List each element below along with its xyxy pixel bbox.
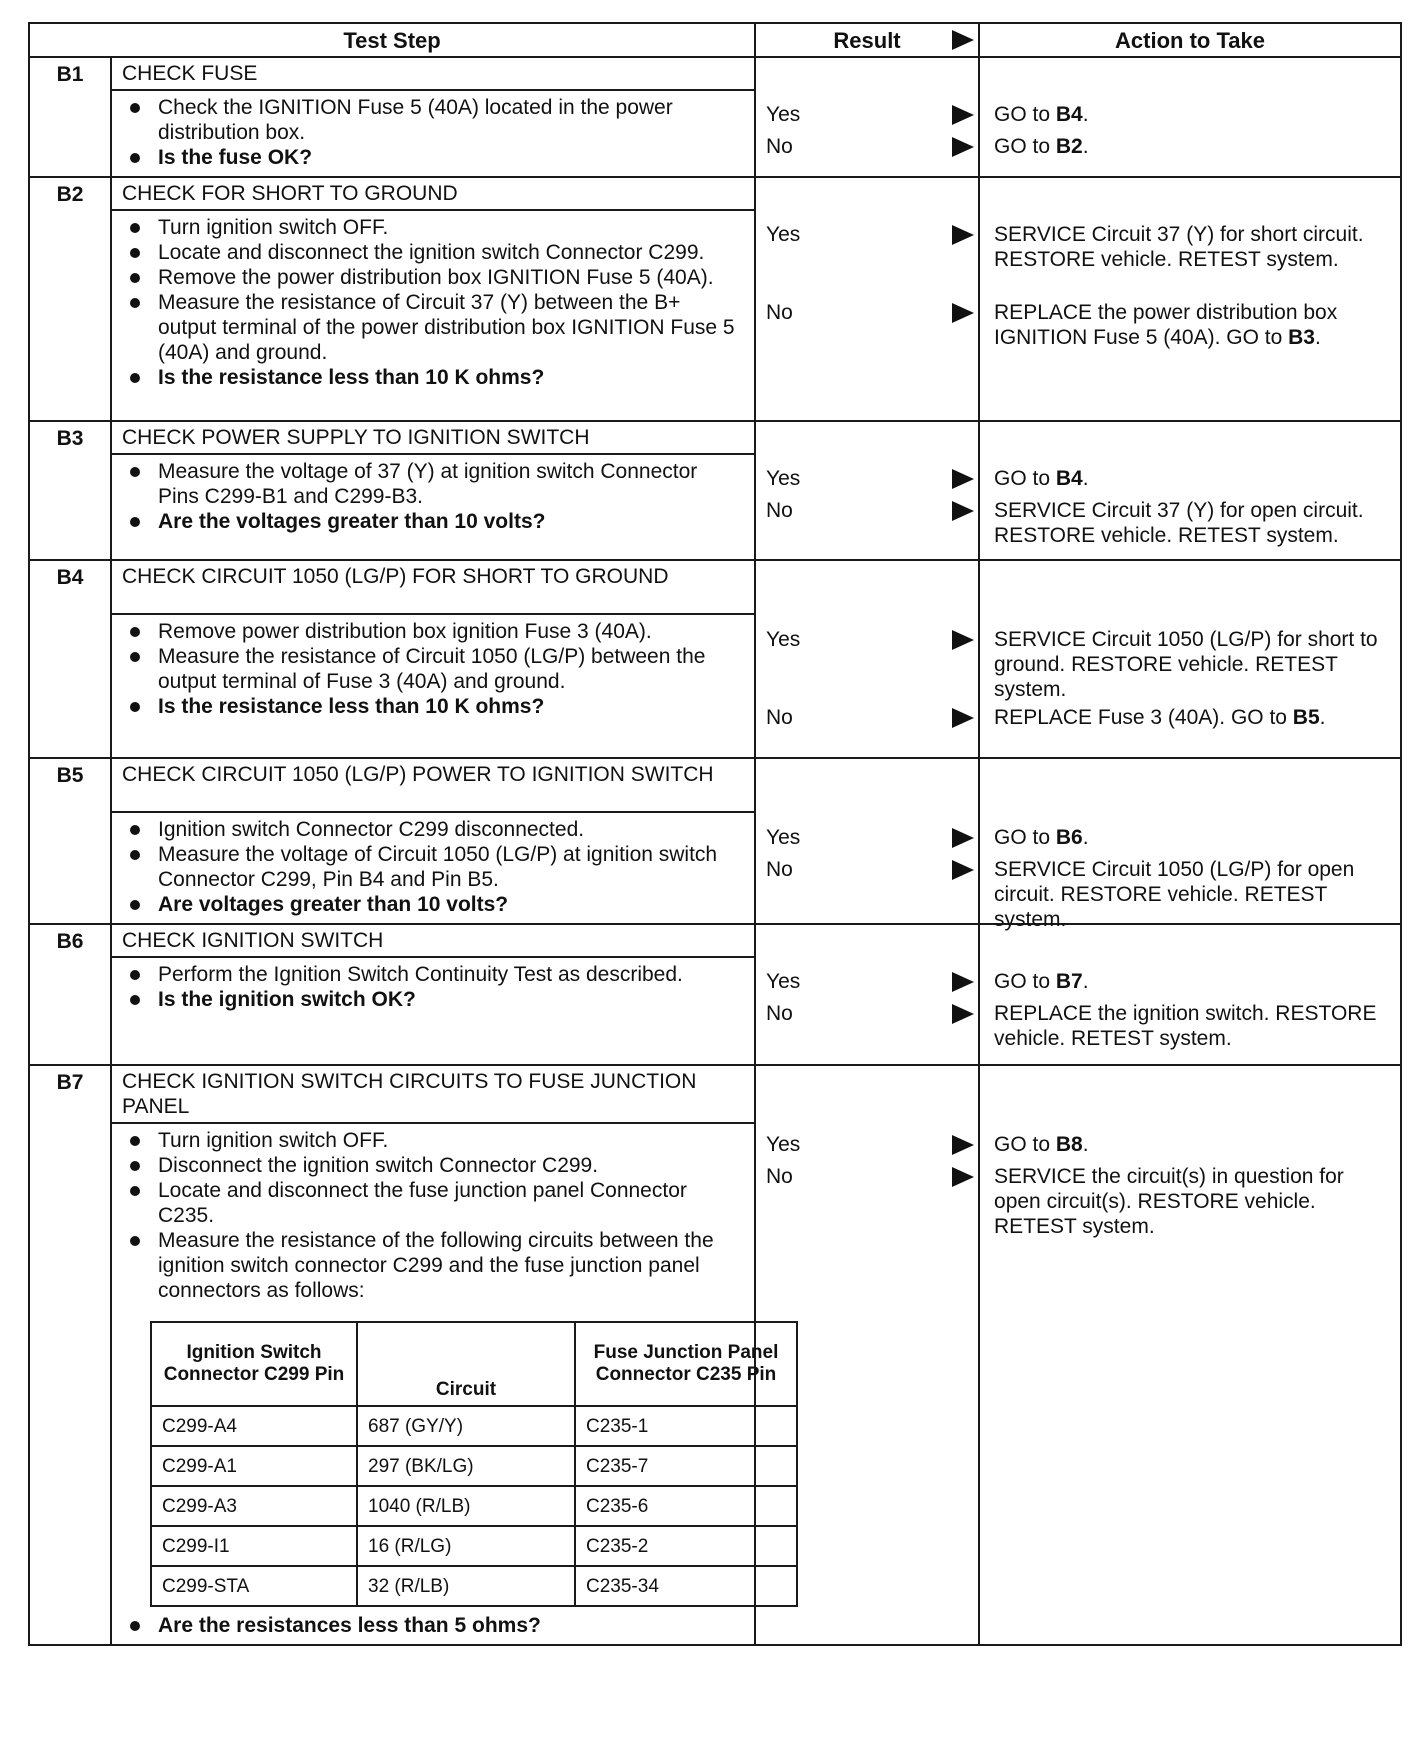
step-title: CHECK CIRCUIT 1050 (LG/P) POWER TO IGNITION SWITCH <box>111 758 755 812</box>
action-text-end: . <box>1319 706 1326 729</box>
action-text: SERVICE Circuit 1050 (LG/P) for open circuit. RESTORE vehicle. RETEST system. <box>994 858 1355 931</box>
circuit-table-row <box>151 1526 797 1566</box>
header-result-label: Result <box>833 27 901 53</box>
action-text: SERVICE Circuit 1050 (LG/P) for short to ground. RESTORE vehicle. RETEST system. <box>994 628 1378 701</box>
step-title: CHECK POWER SUPPLY TO IGNITION SWITCH <box>111 421 755 454</box>
result-label: No <box>766 1165 793 1188</box>
step-title: CHECK CIRCUIT 1050 (LG/P) FOR SHORT TO GROUND <box>111 560 755 614</box>
final-question-list <box>122 1613 740 1638</box>
step-instructions <box>111 1123 779 1645</box>
action-step-ref: B2 <box>1055 135 1083 158</box>
step-instructions <box>111 90 755 177</box>
instruction-list <box>122 1128 740 1303</box>
arrow-right-icon <box>952 501 974 521</box>
action-cell <box>979 177 1401 421</box>
result-cell <box>755 924 979 1065</box>
result-label: Yes <box>766 970 801 993</box>
action-text-end: . <box>1082 103 1089 126</box>
action-text-end: . <box>1082 826 1089 849</box>
result-yes <box>766 1132 974 1160</box>
result-no <box>766 300 974 328</box>
header-action: Action to Take <box>979 23 1401 57</box>
result-label: Yes <box>766 628 801 651</box>
diagnostic-test-page <box>28 22 1400 1755</box>
result-label: No <box>766 499 793 522</box>
action-text: GO to <box>994 826 1056 849</box>
instruction-item: Measure the resistance of Circuit 1050 (LG/P) between the output terminal of Fuse 3 (40A) and ground. <box>122 644 740 694</box>
result-yes <box>766 102 974 130</box>
action-step-ref: B7 <box>1055 970 1083 993</box>
result-label: No <box>766 1002 793 1025</box>
step-question: Are the voltages greater than 10 volts? <box>122 509 740 534</box>
result-no <box>766 705 974 733</box>
step-b1-title-row <box>29 57 1401 90</box>
step-question: Is the fuse OK? <box>122 145 740 170</box>
circuit-table-cell: C235-1 <box>575 1406 797 1446</box>
circuit-table-cell: C235-2 <box>575 1526 797 1566</box>
arrow-right-icon <box>952 630 974 650</box>
result-no <box>766 134 974 162</box>
action-step-ref: B8 <box>1055 1133 1083 1156</box>
instruction-item: Measure the voltage of 37 (Y) at ignition switch Connector Pins C299-B1 and C299-B3. <box>122 459 740 509</box>
circuit-table-cell: C235-7 <box>575 1446 797 1486</box>
arrow-right-icon <box>952 828 974 848</box>
arrow-right-icon <box>952 303 974 323</box>
result-label: Yes <box>766 223 801 246</box>
step-question: Is the resistance less than 10 K ohms? <box>122 694 740 719</box>
result-label: No <box>766 135 793 158</box>
arrow-right-icon <box>952 105 974 125</box>
result-cell <box>755 560 979 758</box>
result-no <box>766 1001 974 1029</box>
action-text: REPLACE Fuse 3 (40A). GO to <box>994 706 1293 729</box>
step-title: CHECK FUSE <box>111 57 755 90</box>
step-b3-title-row <box>29 421 1401 454</box>
step-id: B6 <box>29 924 111 1065</box>
circuit-table-row <box>151 1566 797 1606</box>
instruction-item: Measure the voltage of Circuit 1050 (LG/P) at ignition switch Connector C299, Pin B4 and Pin B5. <box>122 842 740 892</box>
instruction-list <box>122 619 740 719</box>
step-id: B3 <box>29 421 111 560</box>
action-step-ref: B4 <box>1055 103 1083 126</box>
action-no <box>994 134 1392 159</box>
step-instructions <box>111 614 755 758</box>
instruction-item: Remove the power distribution box IGNITION Fuse 5 (40A). <box>122 265 740 290</box>
action-cell <box>979 924 1401 1065</box>
action-yes <box>994 466 1392 491</box>
step-question: Is the resistance less than 10 K ohms? <box>122 365 740 390</box>
result-label: Yes <box>766 1133 801 1156</box>
step-id: B2 <box>29 177 111 421</box>
action-text: GO to <box>994 1133 1056 1156</box>
step-instructions <box>111 957 755 1065</box>
action-step-ref: B6 <box>1055 826 1083 849</box>
action-no <box>994 498 1392 548</box>
circuit-resistance-table <box>150 1321 798 1607</box>
instruction-item: Locate and disconnect the fuse junction panel Connector C235. <box>122 1178 740 1228</box>
action-text: GO to <box>994 135 1056 158</box>
result-cell <box>755 1065 979 1645</box>
step-b4-title-row <box>29 560 1401 614</box>
step-title: CHECK IGNITION SWITCH <box>111 924 755 957</box>
result-cell <box>755 57 979 177</box>
result-cell <box>755 758 979 924</box>
action-yes <box>994 627 1392 702</box>
arrow-right-icon <box>952 469 974 489</box>
step-question: Is the ignition switch OK? <box>122 987 740 1012</box>
circuit-table-cell: C299-A4 <box>151 1406 357 1446</box>
step-b2-title-row <box>29 177 1401 210</box>
instruction-item: Turn ignition switch OFF. <box>122 1128 740 1153</box>
instruction-item: Ignition switch Connector C299 disconnected. <box>122 817 740 842</box>
action-cell <box>979 421 1401 560</box>
arrow-right-icon <box>952 972 974 992</box>
instruction-item: Perform the Ignition Switch Continuity Test as described. <box>122 962 740 987</box>
action-yes <box>994 1132 1392 1157</box>
result-label: No <box>766 301 793 324</box>
step-id: B7 <box>29 1065 111 1645</box>
instruction-list <box>122 215 740 390</box>
circuit-table-header: Ignition Switch Connector C299 Pin <box>151 1322 357 1406</box>
action-text: GO to <box>994 467 1056 490</box>
circuit-table-cell: C235-6 <box>575 1486 797 1526</box>
action-step-ref: B5 <box>1292 706 1320 729</box>
circuit-table-cell: C299-A3 <box>151 1486 357 1526</box>
instruction-item: Check the IGNITION Fuse 5 (40A) located in the power distribution box. <box>122 95 740 145</box>
result-label: Yes <box>766 826 801 849</box>
action-text-end: . <box>1314 326 1321 349</box>
action-text: SERVICE Circuit 37 (Y) for open circuit. RESTORE vehicle. RETEST system. <box>994 499 1364 547</box>
action-step-ref: B4 <box>1055 467 1083 490</box>
arrow-right-icon <box>952 1004 974 1024</box>
instruction-list <box>122 459 740 534</box>
circuit-table-cell: C299-A1 <box>151 1446 357 1486</box>
instruction-item: Measure the resistance of the following circuits between the ignition switch connector C299 and the fuse junction panel connectors as follows: <box>122 1228 740 1303</box>
result-yes <box>766 627 974 655</box>
instruction-list <box>122 817 740 917</box>
arrow-right-icon <box>952 860 974 880</box>
result-label: Yes <box>766 467 801 490</box>
result-no <box>766 857 974 885</box>
instruction-item: Remove power distribution box ignition Fuse 3 (40A). <box>122 619 740 644</box>
action-cell <box>979 57 1401 177</box>
step-id: B4 <box>29 560 111 758</box>
circuit-table-cell: 16 (R/LG) <box>357 1526 575 1566</box>
arrow-right-icon <box>952 708 974 728</box>
result-no <box>766 1164 974 1192</box>
circuit-table-row <box>151 1446 797 1486</box>
action-text: GO to <box>994 103 1056 126</box>
step-title: CHECK IGNITION SWITCH CIRCUITS TO FUSE JUNCTION PANEL <box>111 1065 755 1123</box>
action-text-end: . <box>1082 970 1089 993</box>
action-text: REPLACE the ignition switch. RESTORE vehicle. RETEST system. <box>994 1002 1377 1050</box>
action-text-end: . <box>1082 467 1089 490</box>
circuit-table-header-row <box>151 1322 797 1406</box>
action-no <box>994 1001 1392 1051</box>
arrow-right-icon <box>952 137 974 157</box>
header-test-step: Test Step <box>29 23 755 57</box>
action-yes <box>994 969 1392 994</box>
instruction-item: Disconnect the ignition switch Connector C299. <box>122 1153 740 1178</box>
arrow-right-icon <box>952 225 974 245</box>
result-yes <box>766 222 974 250</box>
instruction-list <box>122 95 740 170</box>
action-text: SERVICE the circuit(s) in question for open circuit(s). RESTORE vehicle. RETEST system. <box>994 1165 1344 1238</box>
action-yes <box>994 222 1392 272</box>
action-text: SERVICE Circuit 37 (Y) for short circuit. RESTORE vehicle. RETEST system. <box>994 223 1364 271</box>
instruction-item: Measure the resistance of Circuit 37 (Y) between the B+ output terminal of the power distribution box IGNITION Fuse 5 (40A) and ground. <box>122 290 740 365</box>
action-step-ref: B3 <box>1288 326 1315 349</box>
result-cell <box>755 421 979 560</box>
step-title: CHECK FOR SHORT TO GROUND <box>111 177 755 210</box>
circuit-table-cell: C299-STA <box>151 1566 357 1606</box>
result-label: No <box>766 706 793 729</box>
action-cell <box>979 758 1401 931</box>
step-instructions <box>111 210 755 421</box>
step-instructions <box>111 812 755 924</box>
action-text: GO to <box>994 970 1056 993</box>
circuit-table-cell: 687 (GY/Y) <box>357 1406 575 1446</box>
action-no <box>994 857 1392 932</box>
circuit-table-cell: 297 (BK/LG) <box>357 1446 575 1486</box>
circuit-table-cell: C299-I1 <box>151 1526 357 1566</box>
action-text-end: . <box>1082 1133 1089 1156</box>
action-text: REPLACE the power distribution box IGNITION Fuse 5 (40A). GO to <box>994 301 1338 349</box>
result-label: No <box>766 858 793 881</box>
step-question: Are voltages greater than 10 volts? <box>122 892 740 917</box>
action-no <box>994 1164 1392 1239</box>
step-question: Are the resistances less than 5 ohms? <box>122 1613 740 1638</box>
arrow-right-icon <box>952 1167 974 1187</box>
step-b6-title-row <box>29 924 1401 957</box>
step-id: B5 <box>29 758 111 924</box>
header-row <box>29 23 1401 57</box>
action-no <box>994 705 1392 730</box>
circuit-table-row <box>151 1406 797 1446</box>
result-yes <box>766 969 974 997</box>
result-no <box>766 498 974 526</box>
instruction-item: Locate and disconnect the ignition switch Connector C299. <box>122 240 740 265</box>
action-cell <box>979 560 1401 758</box>
circuit-table-header: Circuit <box>357 1322 575 1406</box>
result-label: Yes <box>766 103 801 126</box>
result-yes <box>766 466 974 494</box>
pinpoint-test-table <box>28 22 1402 1646</box>
header-result <box>755 23 979 57</box>
arrow-right-icon <box>952 1135 974 1155</box>
result-yes <box>766 825 974 853</box>
instruction-list <box>122 962 740 1012</box>
circuit-table-cell: 32 (R/LB) <box>357 1566 575 1606</box>
action-no <box>994 300 1392 350</box>
step-b5-title-row <box>29 758 1401 812</box>
instruction-item: Turn ignition switch OFF. <box>122 215 740 240</box>
step-instructions <box>111 454 755 560</box>
action-text-end: . <box>1082 135 1089 158</box>
action-yes <box>994 825 1392 850</box>
action-yes <box>994 102 1392 127</box>
action-cell <box>979 1065 1401 1645</box>
result-cell <box>755 177 979 421</box>
circuit-table-cell: 1040 (R/LB) <box>357 1486 575 1526</box>
circuit-table-cell: C235-34 <box>575 1566 797 1606</box>
step-b7-title-row <box>29 1065 1401 1123</box>
step-id: B1 <box>29 57 111 177</box>
steps-body <box>29 57 1401 1645</box>
circuit-table-header: Fuse Junction Panel Connector C235 Pin <box>575 1322 797 1406</box>
circuit-table-row <box>151 1486 797 1526</box>
arrow-right-icon <box>952 30 974 50</box>
